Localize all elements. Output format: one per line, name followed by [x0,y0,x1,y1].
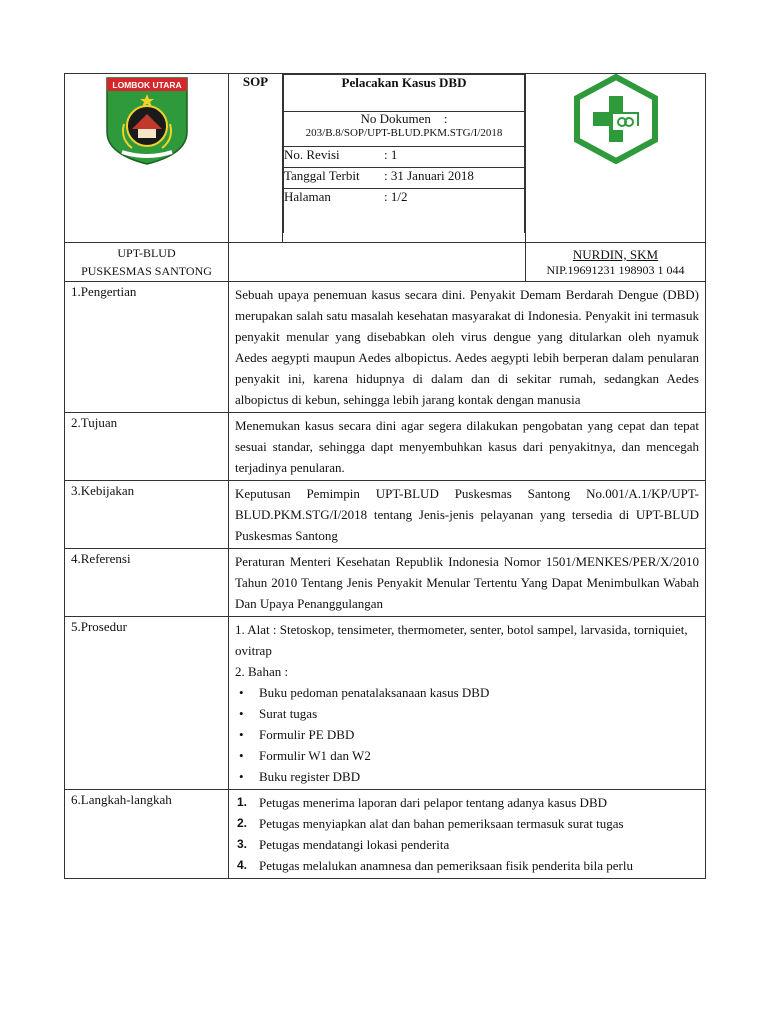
section-content-prosedur [229,617,706,790]
list-item: • Buku pedoman penatalaksanaan kasus DBD [259,682,699,703]
langkah-list [235,792,699,876]
section-text-pengertian: Sebuah upaya penemuan kasus secara dini. Penyakit Demam Berdarah Dengue (DBD) merupakan salah satu masalah kesehatan masyarakat di Indonesia. Penyakit ini termasuk penyakit menular yang disebabkan oleh virus dengue yang ditularkan oleh nyamuk Aedes aegypti maupun Aedes albopictus. Aedes aegypti lebih berperan dalam penularan penyakit ini, karena hidupnya di dalam dan di sekitar rumah, sedangkan Aedes albopictus di kebun, sehingga lebih jarang kontak dengan manusia [229,282,706,413]
list-item: • Surat tugas [259,703,699,724]
document-number-field [284,112,525,147]
unit-name-cell [65,243,229,282]
step-text: Petugas menyiapkan alat dan bahan pemeriksaan termasuk surat tugas [259,816,624,831]
section-text-kebijakan: Keputusan Pemimpin UPT-BLUD Puskesmas Santong No.001/A.1/KP/UPT-BLUD.PKM.STG/I/2018 tentang Jenis-jenis pelayanan yang tersedia di UPT-BLUD Puskesmas Santong [229,481,706,549]
list-item [237,834,699,855]
revision-field [284,147,525,168]
unit-line-1: UPT-BLUD [117,246,176,260]
list-item: • Formulir W1 dan W2 [259,745,699,766]
page-field [284,189,525,234]
sop-table [64,73,706,879]
document-info-cell [283,74,526,243]
revisi-value: : 1 [384,147,398,162]
puskesmas-logo-icon [571,74,661,164]
unit-line-2: PUSKESMAS SANTONG [81,264,212,278]
list-item [237,813,699,834]
region-banner-text: LOMBOK UTARA [111,80,182,90]
section-label-pengertian: 1.Pengertian [65,282,229,413]
signer-name: NURDIN, SKM [572,247,659,262]
step-number: 2. [237,816,248,830]
signer-nip: NIP.19691231 198903 1 044 [546,263,685,277]
terbit-label: Tanggal Terbit [284,168,360,183]
section-label-referensi: 4.Referensi [65,549,229,617]
section-label-langkah: 6.Langkah-langkah [65,790,229,879]
list-item: • Buku register DBD [259,766,699,787]
step-text: Petugas menerima laporan dari pelapor tentang adanya kasus DBD [259,795,607,810]
halaman-label: Halaman [284,189,331,204]
list-item [237,855,699,876]
document-title: Pelacakan Kasus DBD [284,75,525,112]
revisi-label: No. Revisi [284,147,340,162]
bahan-list [235,682,699,787]
step-text: Petugas mendatangi lokasi penderita [259,837,450,852]
empty-cell [229,243,526,282]
section-label-tujuan: 2.Tujuan [65,413,229,481]
list-item [237,792,699,813]
halaman-value: : 1/2 [384,189,408,204]
sop-document [64,73,705,879]
section-label-prosedur: 5.Prosedur [65,617,229,790]
puskesmas-logo-cell [526,74,706,243]
signature-cell [526,243,706,282]
prosedur-alat: 1. Alat : Stetoskop, tensimeter, thermometer, senter, botol sampel, larvasida, torniquiet, ovitrap [235,622,688,658]
section-text-referensi: Peraturan Menteri Kesehatan Republik Indonesia Nomor 1501/MENKES/PER/X/2010 Tahun 2010 Tentang Jenis Penyakit Menular Tertentu Yang Dapat Menimbulkan Wabah Dan Upaya Penanggulangan [229,549,706,617]
issue-date-field [284,168,525,189]
section-text-tujuan: Menemukan kasus secara dini agar segera dilakukan pengobatan yang cepat dan tepat sesuai standar, sehingga dapt menyembuhkan kasus dari penyakitnya, dan mencegah terjadinya penularan. [229,413,706,481]
no-dokumen-value: 203/B.8/SOP/UPT-BLUD.PKM.STG/I/2018 [305,127,503,139]
step-number: 1. [237,795,248,809]
document-info-table [283,74,525,233]
no-dokumen-colon: : [443,111,448,126]
region-logo-cell [65,74,229,243]
sop-label: SOP [229,74,283,243]
step-number: 3. [237,837,248,851]
prosedur-bahan-label: 2. Bahan : [235,664,289,679]
no-dokumen-label: No Dokumen [360,111,431,126]
terbit-value: : 31 Januari 2018 [384,168,474,183]
list-item: • Formulir PE DBD [259,724,699,745]
step-number: 4. [237,858,248,872]
section-content-langkah [229,790,706,879]
lombok-utara-emblem-icon [102,74,192,166]
step-text: Petugas melalukan anamnesa dan pemeriksaan fisik penderita bila perlu [259,858,633,873]
section-label-kebijakan: 3.Kebijakan [65,481,229,549]
